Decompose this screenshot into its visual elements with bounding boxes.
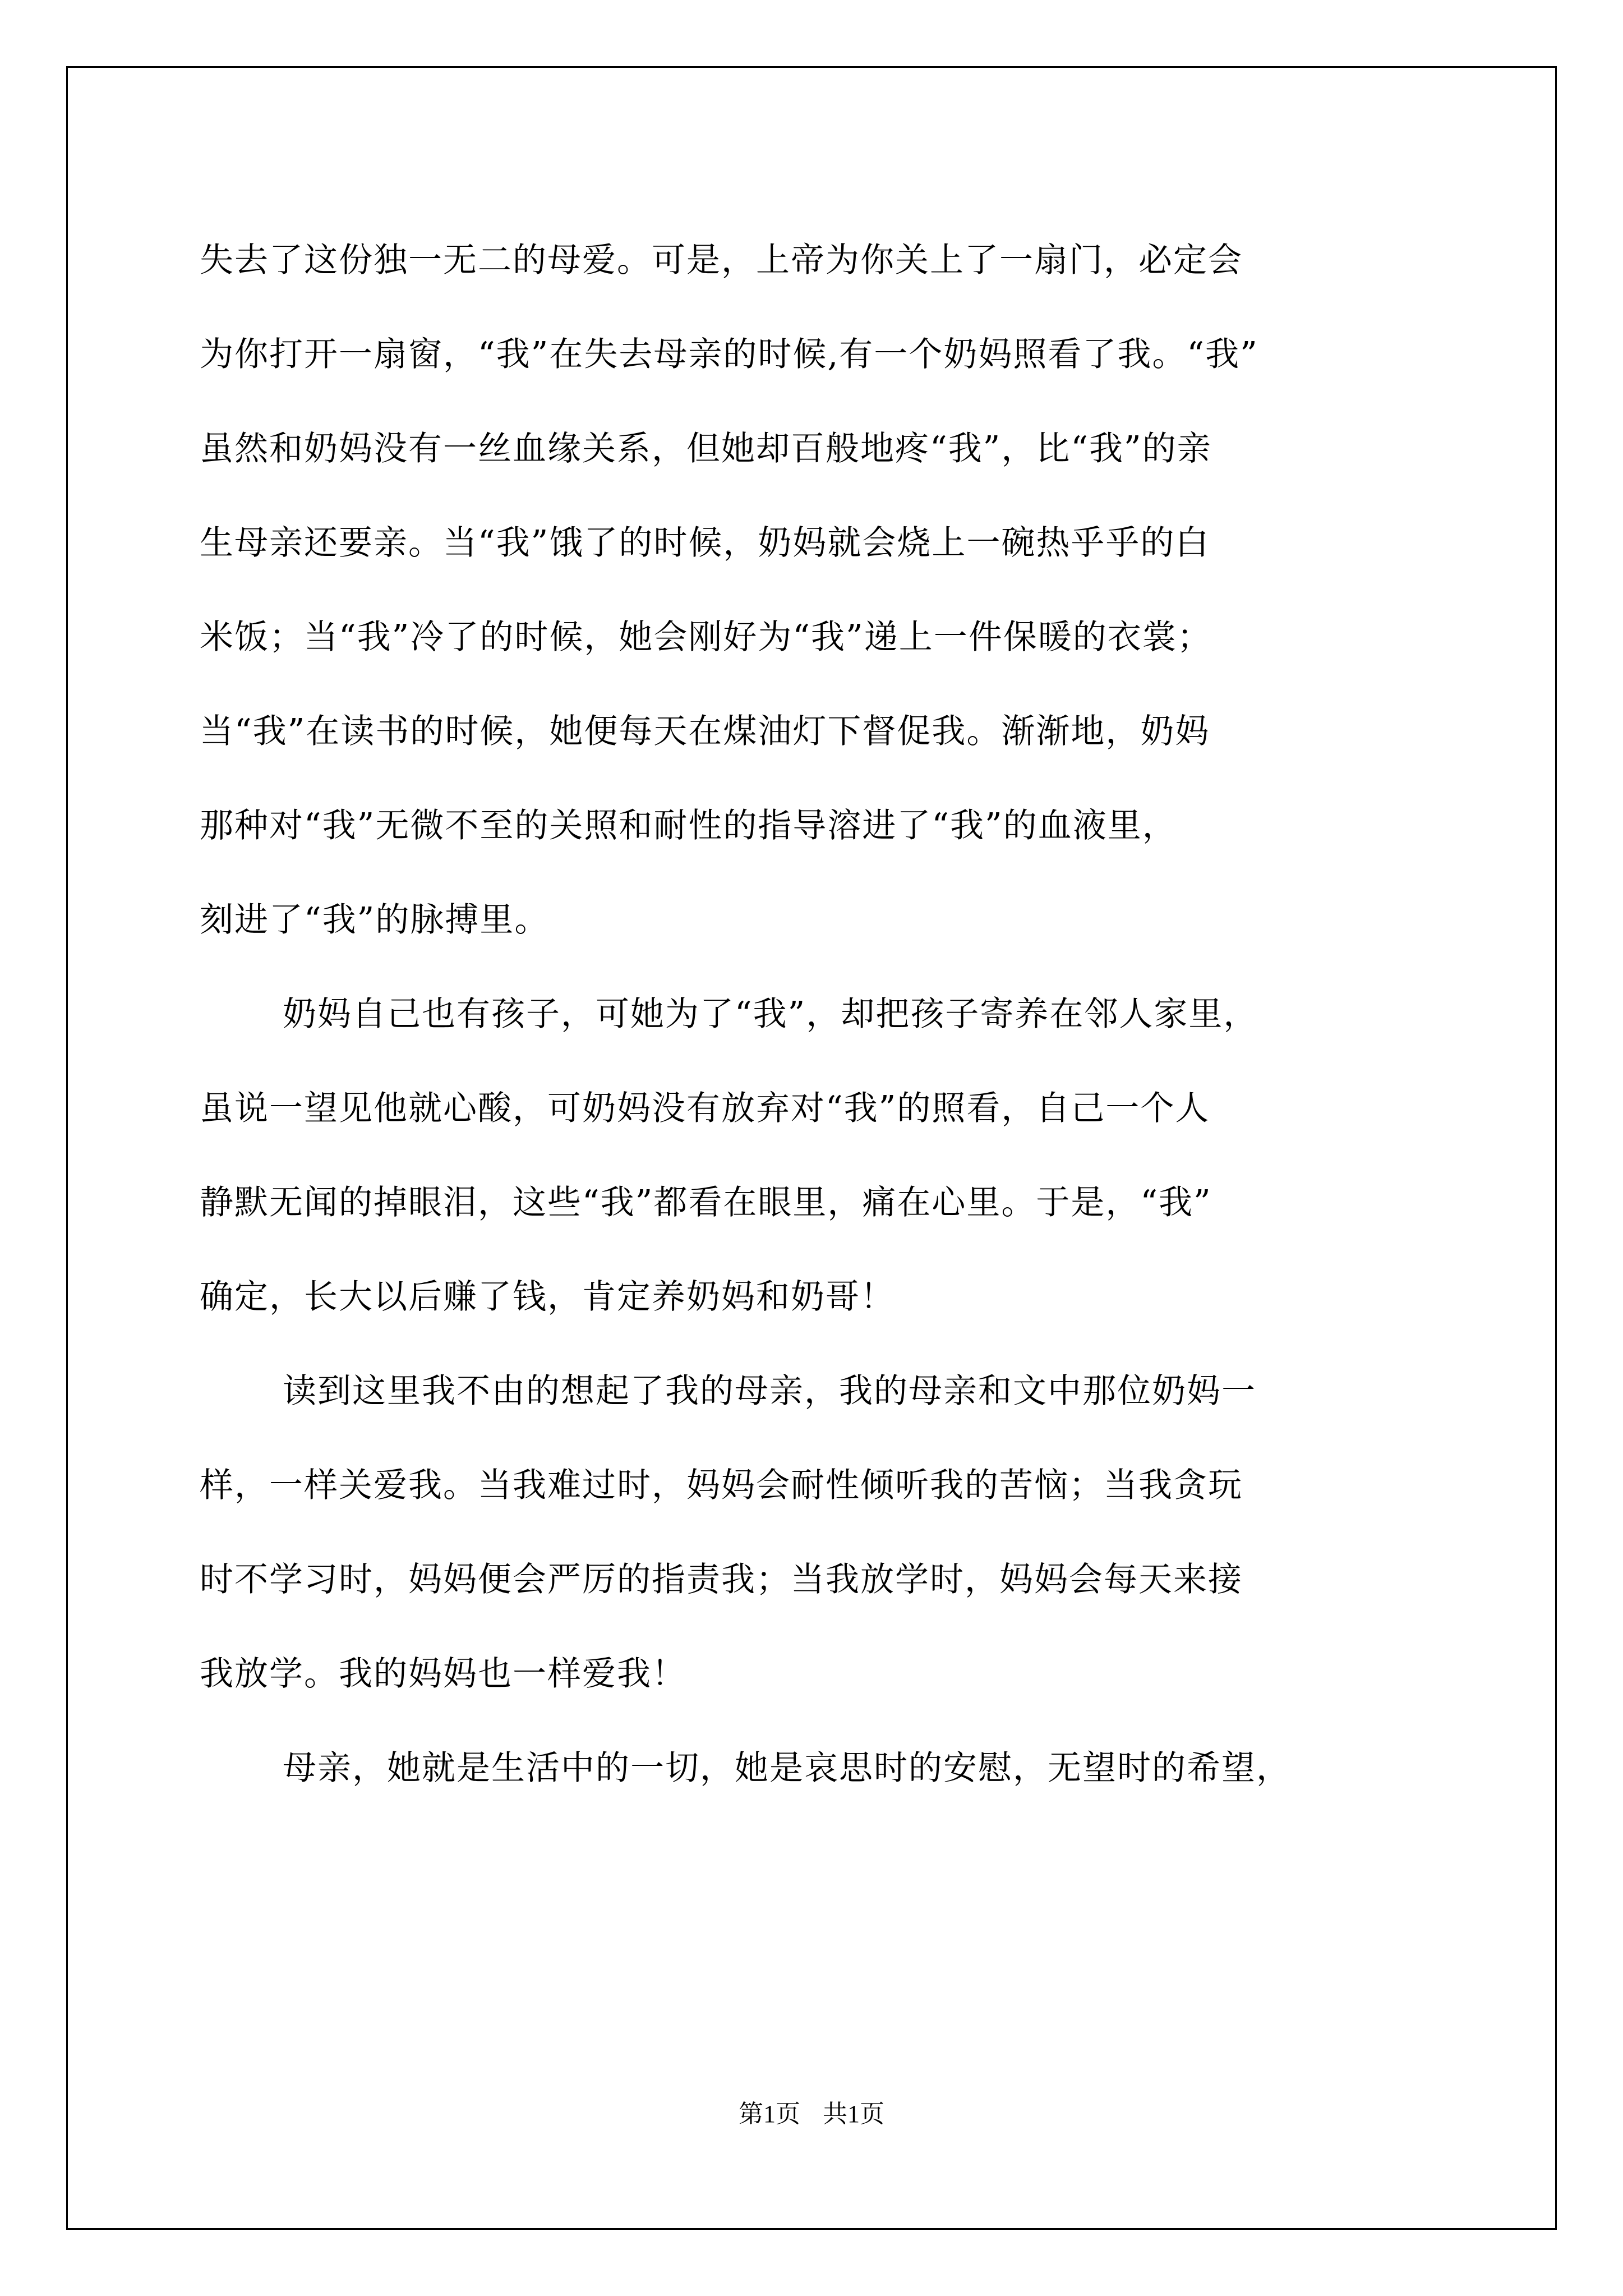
text-line: 时不学习时，妈妈便会严厉的指责我；当我放学时，妈妈会每天来接 [200, 1560, 1243, 1599]
paragraph-start-line: 读到这里我不由的想起了我的母亲，我的母亲和文中那位奶妈一 [283, 1372, 1256, 1411]
text-line: 虽说一望见他就心酸，可奶妈没有放弃对“我”的照看，自己一个人 [200, 1089, 1210, 1128]
page-total: 共1页 [823, 2100, 884, 2128]
text-line: 确定，长大以后赚了钱，肯定养奶妈和奶哥！ [200, 1277, 895, 1317]
text-line: 为你打开一扇窗，“我”在失去母亲的时候,有一个奶妈照看了我。“我” [200, 335, 1258, 374]
text-line: 失去了这份独一无二的母爱。可是，上帝为你关上了一扇门，必定会 [200, 241, 1243, 280]
text-line: 我放学。我的妈妈也一样爱我！ [200, 1654, 686, 1694]
text-line: 刻进了“我”的脉搏里。 [200, 900, 550, 940]
text-line: 虽然和奶妈没有一丝血缘关系，但她却百般地疼“我”，比“我”的亲 [200, 429, 1212, 468]
paragraph-start-line: 母亲，她就是生活中的一切，她是哀思时的安慰，无望时的希望， [283, 1749, 1291, 1788]
text-line: 生母亲还要亲。当“我”饿了的时候，奶妈就会烧上一碗热乎乎的白 [200, 523, 1210, 563]
paragraph-start-line: 奶妈自己也有孩子，可她为了“我”，却把孩子寄养在邻人家里， [283, 995, 1258, 1034]
text-line: 样，一样关爱我。当我难过时，妈妈会耐性倾听我的苦恼；当我贪玩 [200, 1466, 1243, 1505]
page-footer [0, 2093, 1623, 2129]
text-line: 那种对“我”无微不至的关照和耐性的指导溶进了“我”的血液里， [200, 806, 1177, 845]
document-body [200, 213, 1450, 1815]
text-line: 米饭；当“我”冷了的时候，她会刚好为“我”递上一件保暖的衣裳； [200, 618, 1212, 657]
text-line: 当“我”在读书的时候，她便每天在煤油灯下督促我。渐渐地，奶妈 [200, 712, 1210, 751]
text-line: 静默无闻的掉眼泪，这些“我”都看在眼里，痛在心里。于是，“我” [200, 1183, 1212, 1222]
page-number: 第1页 [739, 2100, 800, 2128]
